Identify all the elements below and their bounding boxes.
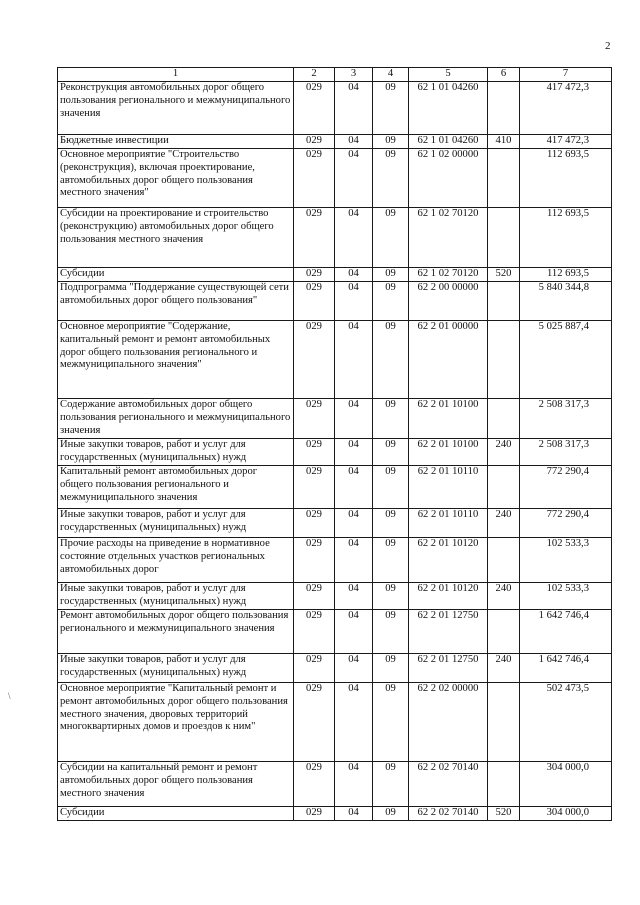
row-vr: 410	[488, 135, 520, 149]
table-header-row	[58, 68, 612, 82]
row-name: Капитальный ремонт автомобильных дорог общего пользования регионального и межмуниципального значения	[58, 466, 294, 509]
row-ved: 029	[294, 321, 335, 399]
table-row	[58, 762, 612, 807]
row-csr: 62 2 01 10110	[409, 466, 488, 509]
row-ved: 029	[294, 268, 335, 282]
row-name: Иные закупки товаров, работ и услуг для государственных (муниципальных) нужд	[58, 654, 294, 683]
col-header-1: 1	[58, 68, 294, 82]
col-header-7: 7	[520, 68, 612, 82]
row-amount: 417 472,3	[520, 135, 612, 149]
row-csr: 62 2 01 12750	[409, 654, 488, 683]
row-ved: 029	[294, 466, 335, 509]
row-ved: 029	[294, 807, 335, 821]
row-ved: 029	[294, 149, 335, 208]
row-amount: 502 473,5	[520, 683, 612, 762]
row-name: Бюджетные инвестиции	[58, 135, 294, 149]
row-name: Субсидии на проектирование и строительство (реконструкцию) автомобильных дорог общего пользования местного значения	[58, 208, 294, 268]
table-row	[58, 610, 612, 654]
col-header-4: 4	[373, 68, 409, 82]
col-header-6: 6	[488, 68, 520, 82]
row-amount: 5 840 344,8	[520, 282, 612, 321]
row-name: Основное мероприятие "Строительство (реконструкция), включая проектирование, автомобильных дорог общего пользования местного значения"	[58, 149, 294, 208]
row-vr: 520	[488, 807, 520, 821]
row-vr: 520	[488, 268, 520, 282]
row-amount: 1 642 746,4	[520, 610, 612, 654]
col-header-5: 5	[409, 68, 488, 82]
table-row	[58, 583, 612, 610]
margin-mark: \	[8, 691, 11, 701]
row-name: Субсидии	[58, 807, 294, 821]
table-row	[58, 135, 612, 149]
row-csr: 62 2 01 10100	[409, 399, 488, 439]
row-vr	[488, 610, 520, 654]
row-rz: 04	[335, 654, 373, 683]
row-name: Подпрограмма "Поддержание существующей сети автомобильных дорог общего пользования"	[58, 282, 294, 321]
col-header-3: 3	[335, 68, 373, 82]
row-ved: 029	[294, 439, 335, 466]
row-rz: 04	[335, 135, 373, 149]
row-rz: 04	[335, 538, 373, 583]
row-ved: 029	[294, 538, 335, 583]
row-name: Иные закупки товаров, работ и услуг для государственных (муниципальных) нужд	[58, 439, 294, 466]
row-csr: 62 2 02 70140	[409, 762, 488, 807]
row-amount: 102 533,3	[520, 583, 612, 610]
table-row	[58, 654, 612, 683]
row-rz: 04	[335, 610, 373, 654]
table-row	[58, 683, 612, 762]
row-name: Содержание автомобильных дорог общего пользования регионального и межмуниципального значения	[58, 399, 294, 439]
table-row	[58, 149, 612, 208]
row-ved: 029	[294, 208, 335, 268]
row-pr: 09	[373, 82, 409, 135]
row-ved: 029	[294, 282, 335, 321]
row-vr	[488, 82, 520, 135]
row-csr: 62 2 02 00000	[409, 683, 488, 762]
page-number: 2	[605, 40, 611, 52]
row-ved: 029	[294, 135, 335, 149]
row-amount: 112 693,5	[520, 208, 612, 268]
row-rz: 04	[335, 82, 373, 135]
row-name: Основное мероприятие "Капитальный ремонт и ремонт автомобильных дорог общего пользования местного значения, дворовых территорий многоквартирных домов и проездов к ним"	[58, 683, 294, 762]
row-vr: 240	[488, 509, 520, 538]
row-name: Прочие расходы на приведение в нормативное состояние отдельных участков региональных автомобильных дорог	[58, 538, 294, 583]
row-rz: 04	[335, 399, 373, 439]
row-csr: 62 2 01 10120	[409, 583, 488, 610]
row-vr: 240	[488, 583, 520, 610]
row-rz: 04	[335, 321, 373, 399]
row-csr: 62 1 02 70120	[409, 268, 488, 282]
col-header-2: 2	[294, 68, 335, 82]
row-rz: 04	[335, 807, 373, 821]
row-pr: 09	[373, 762, 409, 807]
row-amount: 112 693,5	[520, 268, 612, 282]
table-row	[58, 509, 612, 538]
row-vr	[488, 282, 520, 321]
row-rz: 04	[335, 583, 373, 610]
row-amount: 112 693,5	[520, 149, 612, 208]
row-ved: 029	[294, 610, 335, 654]
row-pr: 09	[373, 321, 409, 399]
row-vr	[488, 538, 520, 583]
table-body	[58, 82, 612, 821]
row-name: Субсидии на капитальный ремонт и ремонт автомобильных дорог общего пользования местного значения	[58, 762, 294, 807]
row-ved: 029	[294, 82, 335, 135]
row-rz: 04	[335, 683, 373, 762]
row-vr	[488, 683, 520, 762]
table-row	[58, 208, 612, 268]
row-pr: 09	[373, 807, 409, 821]
row-csr: 62 1 01 04260	[409, 82, 488, 135]
row-rz: 04	[335, 439, 373, 466]
row-pr: 09	[373, 683, 409, 762]
row-amount: 5 025 887,4	[520, 321, 612, 399]
row-name: Субсидии	[58, 268, 294, 282]
row-csr: 62 1 02 00000	[409, 149, 488, 208]
row-name: Основное мероприятие "Содержание, капитальный ремонт и ремонт автомобильных дорог общего пользования регионального и межмуниципального значения"	[58, 321, 294, 399]
row-amount: 304 000,0	[520, 762, 612, 807]
row-rz: 04	[335, 208, 373, 268]
row-vr: 240	[488, 439, 520, 466]
row-csr: 62 2 01 10100	[409, 439, 488, 466]
row-pr: 09	[373, 509, 409, 538]
row-amount: 772 290,4	[520, 466, 612, 509]
row-amount: 2 508 317,3	[520, 399, 612, 439]
row-pr: 09	[373, 268, 409, 282]
table-row	[58, 399, 612, 439]
row-pr: 09	[373, 149, 409, 208]
row-pr: 09	[373, 538, 409, 583]
row-amount: 772 290,4	[520, 509, 612, 538]
row-csr: 62 2 01 12750	[409, 610, 488, 654]
row-pr: 09	[373, 439, 409, 466]
row-amount: 304 000,0	[520, 807, 612, 821]
row-pr: 09	[373, 583, 409, 610]
row-pr: 09	[373, 135, 409, 149]
row-vr	[488, 321, 520, 399]
row-pr: 09	[373, 466, 409, 509]
table-row	[58, 268, 612, 282]
row-rz: 04	[335, 149, 373, 208]
row-ved: 029	[294, 683, 335, 762]
row-csr: 62 2 01 10120	[409, 538, 488, 583]
row-ved: 029	[294, 762, 335, 807]
row-amount: 1 642 746,4	[520, 654, 612, 683]
row-vr: 240	[488, 654, 520, 683]
row-pr: 09	[373, 610, 409, 654]
row-rz: 04	[335, 509, 373, 538]
row-vr	[488, 762, 520, 807]
row-ved: 029	[294, 399, 335, 439]
row-ved: 029	[294, 509, 335, 538]
row-csr: 62 2 02 70140	[409, 807, 488, 821]
row-amount: 2 508 317,3	[520, 439, 612, 466]
row-amount: 102 533,3	[520, 538, 612, 583]
row-name: Реконструкция автомобильных дорог общего пользования регионального и межмуниципального значения	[58, 82, 294, 135]
row-pr: 09	[373, 282, 409, 321]
row-csr: 62 2 00 00000	[409, 282, 488, 321]
row-pr: 09	[373, 399, 409, 439]
table-row	[58, 82, 612, 135]
row-ved: 029	[294, 654, 335, 683]
budget-table	[57, 67, 612, 821]
row-csr: 62 2 01 10110	[409, 509, 488, 538]
table-row	[58, 282, 612, 321]
table-row	[58, 439, 612, 466]
row-vr	[488, 466, 520, 509]
table-row	[58, 466, 612, 509]
row-rz: 04	[335, 268, 373, 282]
row-ved: 029	[294, 583, 335, 610]
row-rz: 04	[335, 762, 373, 807]
row-name: Иные закупки товаров, работ и услуг для государственных (муниципальных) нужд	[58, 583, 294, 610]
table-row	[58, 321, 612, 399]
table-row	[58, 538, 612, 583]
row-csr: 62 1 02 70120	[409, 208, 488, 268]
row-rz: 04	[335, 466, 373, 509]
row-csr: 62 2 01 00000	[409, 321, 488, 399]
row-rz: 04	[335, 282, 373, 321]
row-pr: 09	[373, 208, 409, 268]
row-vr	[488, 208, 520, 268]
row-pr: 09	[373, 654, 409, 683]
row-vr	[488, 399, 520, 439]
row-name: Ремонт автомобильных дорог общего пользования регионального и межмуниципального значения	[58, 610, 294, 654]
row-name: Иные закупки товаров, работ и услуг для государственных (муниципальных) нужд	[58, 509, 294, 538]
row-amount: 417 472,3	[520, 82, 612, 135]
table-row	[58, 807, 612, 821]
row-vr	[488, 149, 520, 208]
row-csr: 62 1 01 04260	[409, 135, 488, 149]
